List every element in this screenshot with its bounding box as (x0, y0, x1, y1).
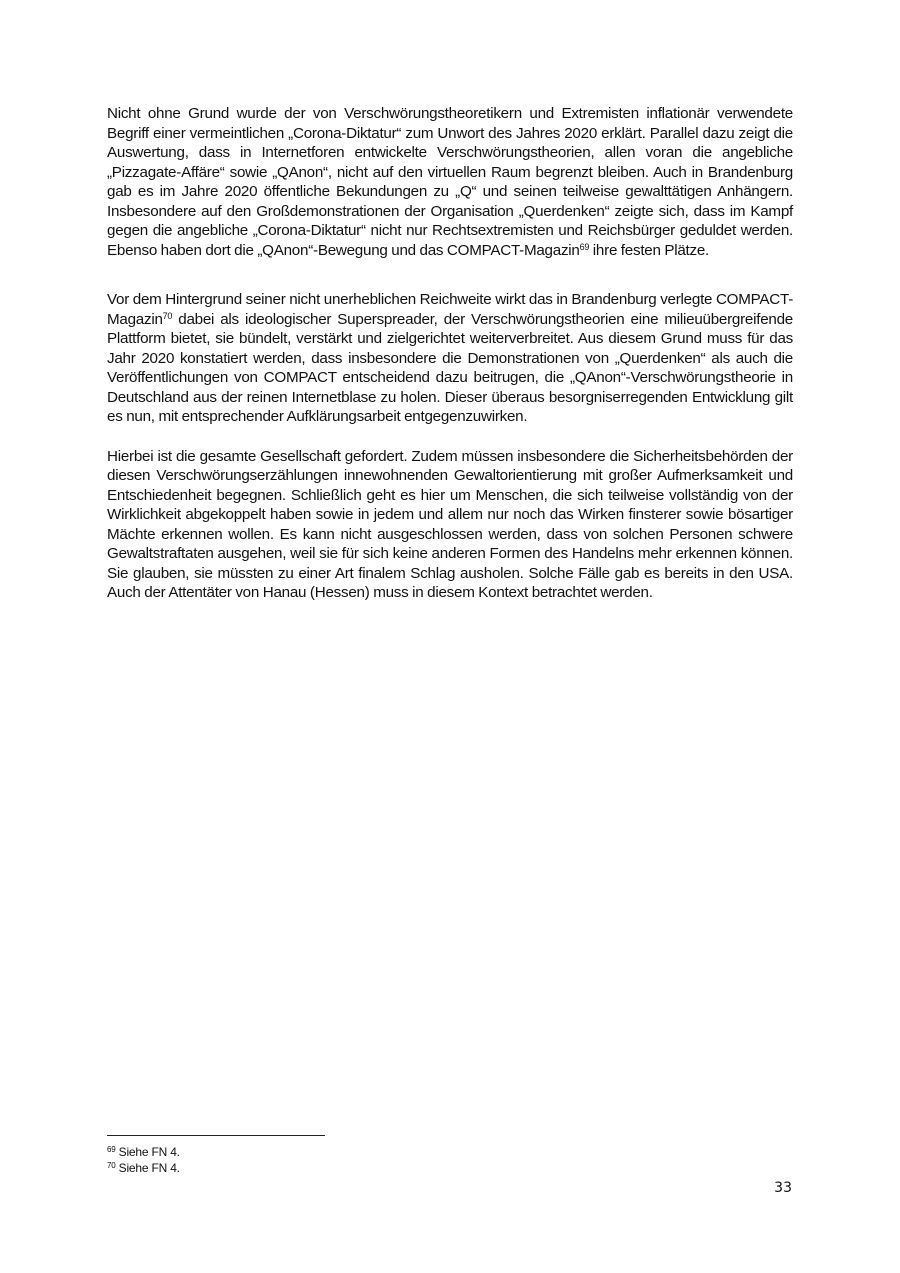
paragraph-3-text: Hierbei ist die gesamte Gesellschaft gefordert. Zudem müssen insbesondere die Sicherheitsbehörden der diesen Verschwörungserzählungen innewohnenden Gewaltorientierung mit großer Aufmerksamkeit und Entschiedenheit begegnen. Schließlich geht es hier um Menschen, die sich teilweise vollständig von der Wirklichkeit abgekoppelt haben sowie in jedem und allem nur noch das Wirken finsterer sowie bösartiger Mächte erkennen wollen. Es kann nicht ausgeschlossen werden, dass von solchen Personen schwere Gewaltstraftaten ausgehen, weil sie für sich keine anderen Formen des Handelns mehr erkennen können. Sie glauben, sie müssten zu einer Art finalem Schlag ausholen. Solche Fälle gab es bereits in den USA. Auch der Attentäter von Hanau (Hessen) muss in diesem Kontext betrachtet werden. (107, 447, 793, 601)
footnote-number: 69 (107, 1145, 116, 1154)
footnote-70 (107, 1160, 507, 1176)
footnote-text: Siehe FN 4. (115, 1161, 180, 1175)
paragraph-3 (107, 447, 793, 603)
footnote-ref-69[interactable]: 69 (579, 241, 590, 252)
footnote-number: 70 (107, 1161, 116, 1170)
paragraph-1 (107, 104, 793, 260)
footnotes (107, 1144, 507, 1176)
footnote-separator (107, 1135, 325, 1136)
footnote-ref-70[interactable]: 70 (162, 310, 173, 321)
footnote-69 (107, 1144, 507, 1160)
paragraph-2 (107, 290, 793, 427)
footnote-text: Siehe FN 4. (115, 1145, 180, 1159)
paragraph-1-text: Nicht ohne Grund wurde der von Verschwörungstheoretikern und Extremisten inflationär verwendete Begriff einer vermeintlichen „Corona-Diktatur“ zum Unwort des Jahres 2020 erklärt. Parallel dazu zeigt die Auswertung, dass in Internetforen entwickelte Verschwörungstheorien, allen voran die angebliche „Pizzagate-Affäre“ sowie „QAnon“, nicht auf den virtuellen Raum begrenzt bleiben. Auch in Brandenburg gab es im Jahre 2020 öffentliche Bekundungen zu „Q“ und seinen teilweise gewalttätigen Anhängern. Insbesondere auf den Großdemonstrationen der Organisation „Querdenken“ zeigte sich, dass im Kampf gegen die angebliche „Corona-Diktatur“ nicht nur Rechtsextremisten und Reichsbürger geduldet werden. Ebenso haben dort die „QAnon“-Bewegung und das COMPACT-Magazin (107, 105, 793, 259)
body-text (107, 104, 793, 623)
page-number: 33 (774, 1180, 792, 1196)
paragraph-2-text: Vor dem Hintergrund seiner nicht unerheblichen Reichweite wirkt das in Brandenburg verlegte COMPACT-Magazin (107, 291, 793, 328)
paragraph-2-text-end: dabei als ideologischer Superspreader, der Verschwörungstheorien eine milieuübergreifende Plattform bietet, sie bündelt, verstärkt und zielgerichtet weiterverbreitet. Aus diesem Grund muss für das Jahr 2020 konstatiert werden, dass insbesondere die Demonstrationen von „Querdenken“ als auch die Veröffentlichungen von COMPACT entscheidend dazu beitrugen, die „QAnon“-Verschwörungstheorie in Deutschland aus der reinen Internetblase zu holen. Dieser überaus besorgniserregenden Entwicklung gilt es nun, mit entsprechender Aufklärungsarbeit entgegenzuwirken. (107, 310, 793, 425)
paragraph-1-text-end: ihre festen Plätze. (589, 241, 710, 259)
